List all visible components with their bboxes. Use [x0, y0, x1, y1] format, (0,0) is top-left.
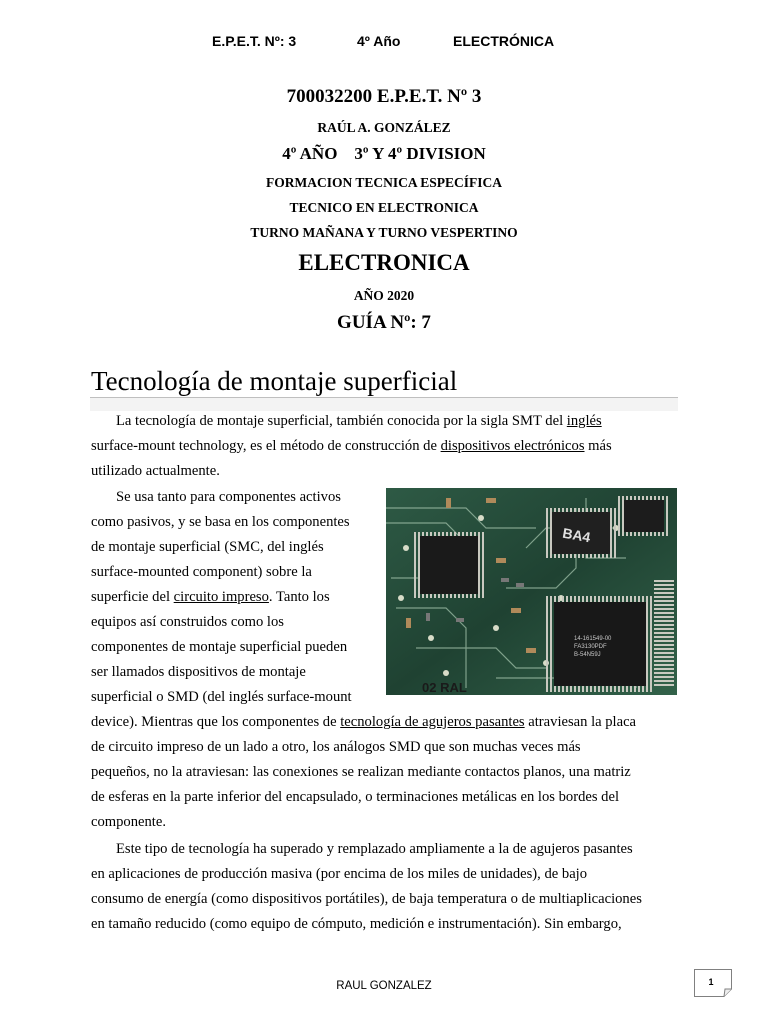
- article-title: Tecnología de montaje superficial: [91, 366, 458, 396]
- text-line: como pasivos, y se basa en los componentes: [91, 514, 350, 530]
- chip-marking-small: BA4: [561, 524, 592, 546]
- text-line: en tamaño reducido (como equipo de cómputo, medición e instrumentación). Sin embargo,: [91, 916, 622, 932]
- text-line: de montaje superficial (SMC, del inglés: [91, 539, 324, 555]
- text-line: componente.: [91, 814, 166, 830]
- paragraph-1: [91, 409, 612, 484]
- cover-code-line: 700032200 E.P.E.T. Nº 3: [286, 86, 482, 107]
- cover-specialty: TECNICO EN ELECTRONICA: [289, 200, 479, 215]
- cover-shift: TURNO MAÑANA Y TURNO VESPERTINO: [250, 225, 518, 240]
- header-year: 4º Año: [357, 33, 401, 49]
- text-line: ser llamados dispositivos de montaje: [91, 664, 306, 680]
- text-line: surface-mounted component) sobre la: [91, 564, 312, 580]
- text-line: equipos así construidos como los: [91, 614, 284, 630]
- paragraph-3: [91, 837, 642, 937]
- page-number-box: [694, 969, 732, 997]
- text-line: consumo de energía (como dispositivos portátiles), de baja temperatura o de multiaplicaciones: [91, 891, 642, 907]
- header-school: E.P.E.T. Nº: 3: [212, 33, 297, 49]
- text-line: superficial o SMD (del inglés surface-mount: [91, 689, 352, 705]
- cover-year-division: 4º AÑO 3º Y 4º DIVISION: [282, 144, 486, 163]
- text-line: utilizado actualmente.: [91, 463, 220, 479]
- link-tecnologia-agujeros-pasantes[interactable]: tecnología de agujeros pasantes: [340, 714, 525, 730]
- text-line: superficie del circuito impreso. Tanto los: [91, 589, 330, 605]
- link-dispositivos-electronicos[interactable]: dispositivos electrónicos: [440, 438, 585, 454]
- text-line: device). Mientras que los componentes de tecnología de agujeros pasantes atraviesan la placa: [91, 714, 637, 730]
- text-line: pequeños, no la atraviesan: las conexiones se realizan mediante contactos planos, una matriz: [91, 764, 631, 780]
- link-ingles[interactable]: inglés: [566, 413, 602, 429]
- text-line: Se usa tanto para componentes activos: [116, 489, 341, 505]
- text-line: de circuito impreso de un lado a otro, los análogos SMD que son muchas veces más: [91, 739, 581, 755]
- page-number: 1: [708, 977, 714, 987]
- title-underline: [90, 397, 678, 398]
- circuit-board-illustration: [386, 488, 677, 695]
- cover-guide: GUÍA Nº: 7: [337, 312, 431, 333]
- page-footer: RAUL GONZALEZ: [336, 980, 432, 992]
- cover-subject: ELECTRONICA: [298, 250, 470, 275]
- header-subject: ELECTRÓNICA: [453, 33, 555, 49]
- board-label: 02 RAL: [422, 680, 467, 695]
- chip-marking-big: 14-161549-00 FA3130PDF B-54N59J: [574, 636, 612, 658]
- text-line: en aplicaciones de producción masiva (por encima de los miles de unidades), de bajo: [91, 866, 588, 882]
- cover-teacher: RAÚL A. GONZÁLEZ: [317, 120, 451, 135]
- link-circuito-impreso[interactable]: circuito impreso: [173, 589, 269, 605]
- text-line: componentes de montaje superficial pueden: [91, 639, 348, 655]
- cover-school-year: AÑO 2020: [353, 288, 415, 303]
- cover-formation: FORMACION TECNICA ESPECÍFICA: [265, 175, 503, 190]
- text-line: surface-mount technology, es el método de construcción de dispositivos electrónicos más: [91, 438, 612, 454]
- text-line: La tecnología de montaje superficial, también conocida por la sigla SMT del inglés: [116, 413, 602, 429]
- smd-circuit-board-photo: [386, 488, 677, 695]
- text-line: Este tipo de tecnología ha superado y remplazado ampliamente a la de agujeros pasantes: [116, 841, 633, 857]
- text-line: de esferas en la parte inferior del encapsulado, o terminaciones metálicas en los bordes del: [91, 789, 619, 805]
